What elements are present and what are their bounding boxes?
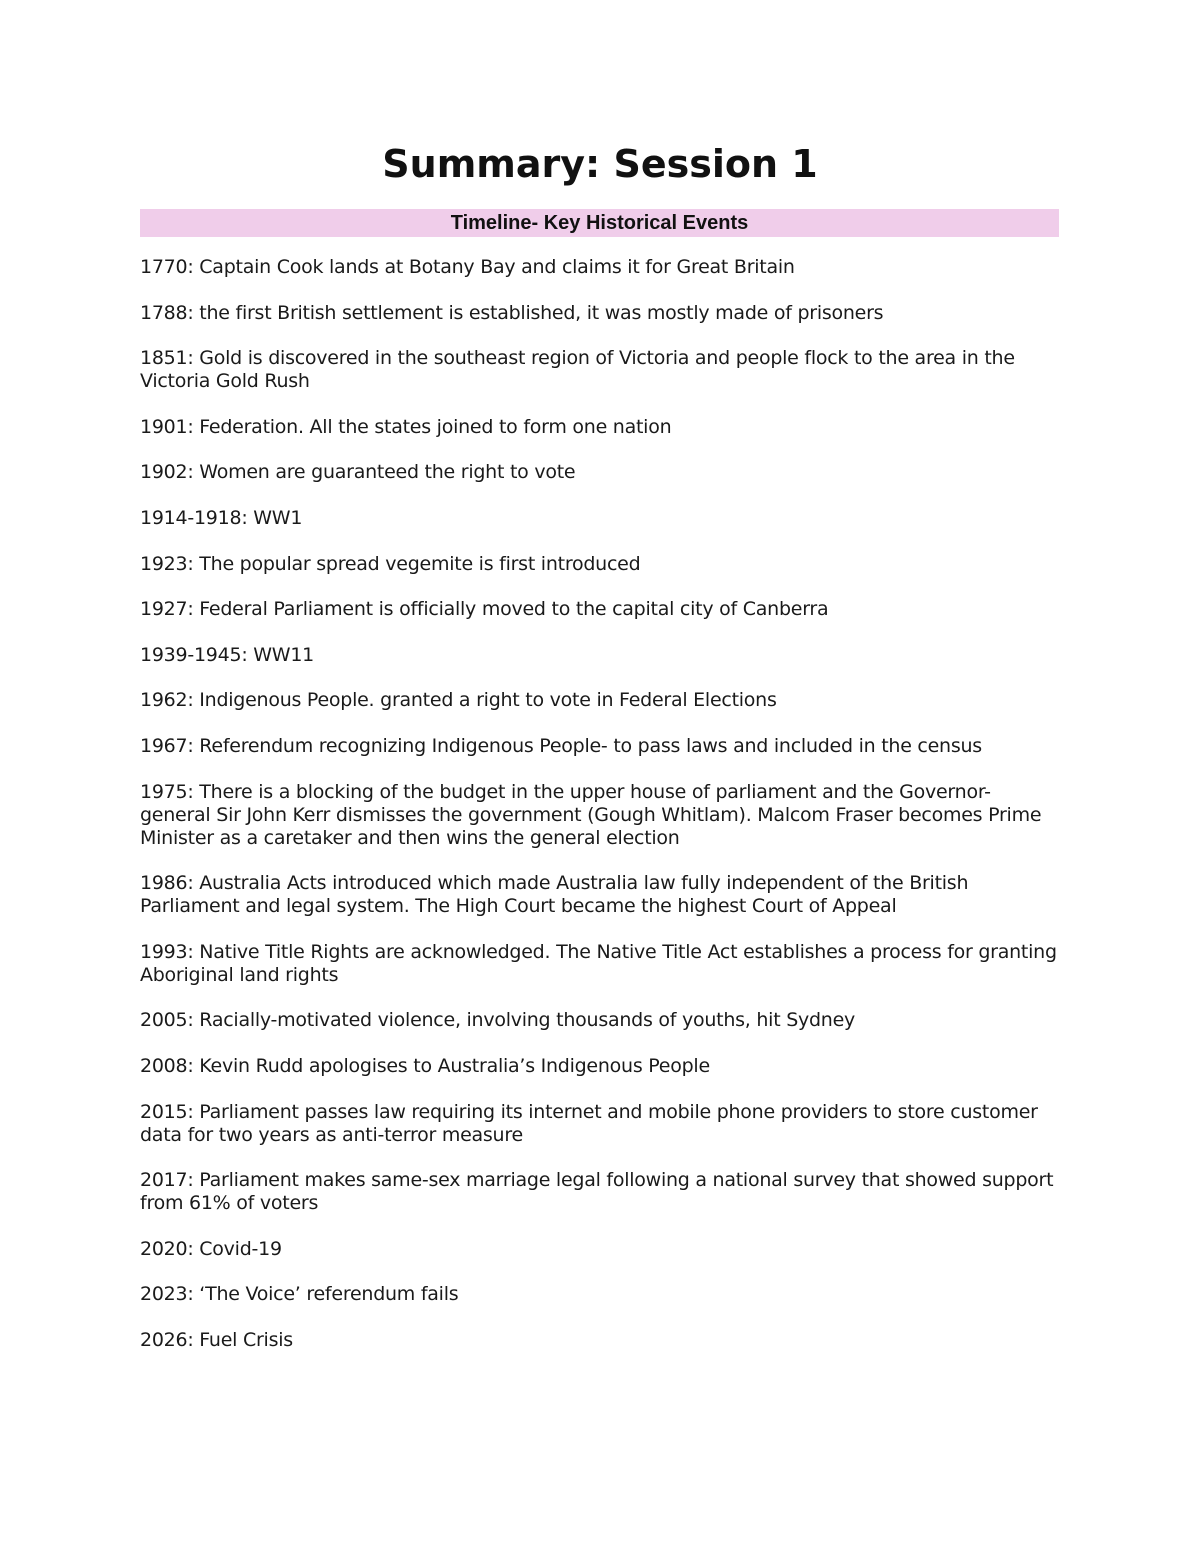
timeline-event: 1975: There is a blocking of the budget in the upper house of parliament and the Governor-general Sir John Kerr dismisses the government (Gough Whitlam). Malcom Fraser becomes Prime Minister as a caretaker and then wins the general election: [140, 780, 1042, 849]
timeline-event: 2005: Racially-motivated violence, involving thousands of youths, hit Sydney: [140, 1009, 856, 1032]
timeline-event: 1967: Referendum recognizing Indigenous People- to pass laws and included in the census: [140, 734, 982, 757]
timeline-event: 2026: Fuel Crisis: [140, 1328, 293, 1351]
timeline-event: 2023: ‘The Voice’ referendum fails: [140, 1283, 459, 1306]
timeline-event: 2017: Parliament makes same-sex marriage legal following a national survey that showed support from 61% of voters: [140, 1169, 1054, 1215]
timeline-event: 2015: Parliament passes law requiring its internet and mobile phone providers to store customer data for two years as anti-terror measure: [140, 1100, 1038, 1146]
timeline-event: 1986: Australia Acts introduced which made Australia law fully independent of the British Parliament and legal system. The High Court became the highest Court of Appeal: [140, 872, 969, 918]
timeline-event: 1923: The popular spread vegemite is first introduced: [140, 552, 641, 575]
timeline-event: 1902: Women are guaranteed the right to vote: [140, 461, 576, 484]
timeline-event: 1851: Gold is discovered in the southeast region of Victoria and people flock to the area in the Victoria Gold Rush: [140, 347, 1015, 393]
timeline-event: 1788: the first British settlement is established, it was mostly made of prisoners: [140, 301, 884, 324]
timeline-event: 2020: Covid-19: [140, 1237, 282, 1260]
timeline-event: 1914-1918: WW1: [140, 506, 303, 529]
timeline-event: 1939-1945: WW11: [140, 643, 315, 666]
timeline-event: 1993: Native Title Rights are acknowledged. The Native Title Act establishes a process for granting Aboriginal land rights: [140, 940, 1057, 986]
page-title: Summary: Session 1: [382, 142, 818, 186]
timeline-event: 1901: Federation. All the states joined to form one nation: [140, 415, 672, 438]
timeline-event: 2008: Kevin Rudd apologises to Australia’s Indigenous People: [140, 1054, 710, 1077]
section-header: Timeline- Key Historical Events: [140, 209, 1059, 237]
timeline-event: 1962: Indigenous People. granted a right to vote in Federal Elections: [140, 689, 777, 712]
timeline-event: 1927: Federal Parliament is officially moved to the capital city of Canberra: [140, 598, 829, 621]
timeline-list: [140, 256, 1060, 1374]
timeline-event: 1770: Captain Cook lands at Botany Bay and claims it for Great Britain: [140, 256, 795, 278]
